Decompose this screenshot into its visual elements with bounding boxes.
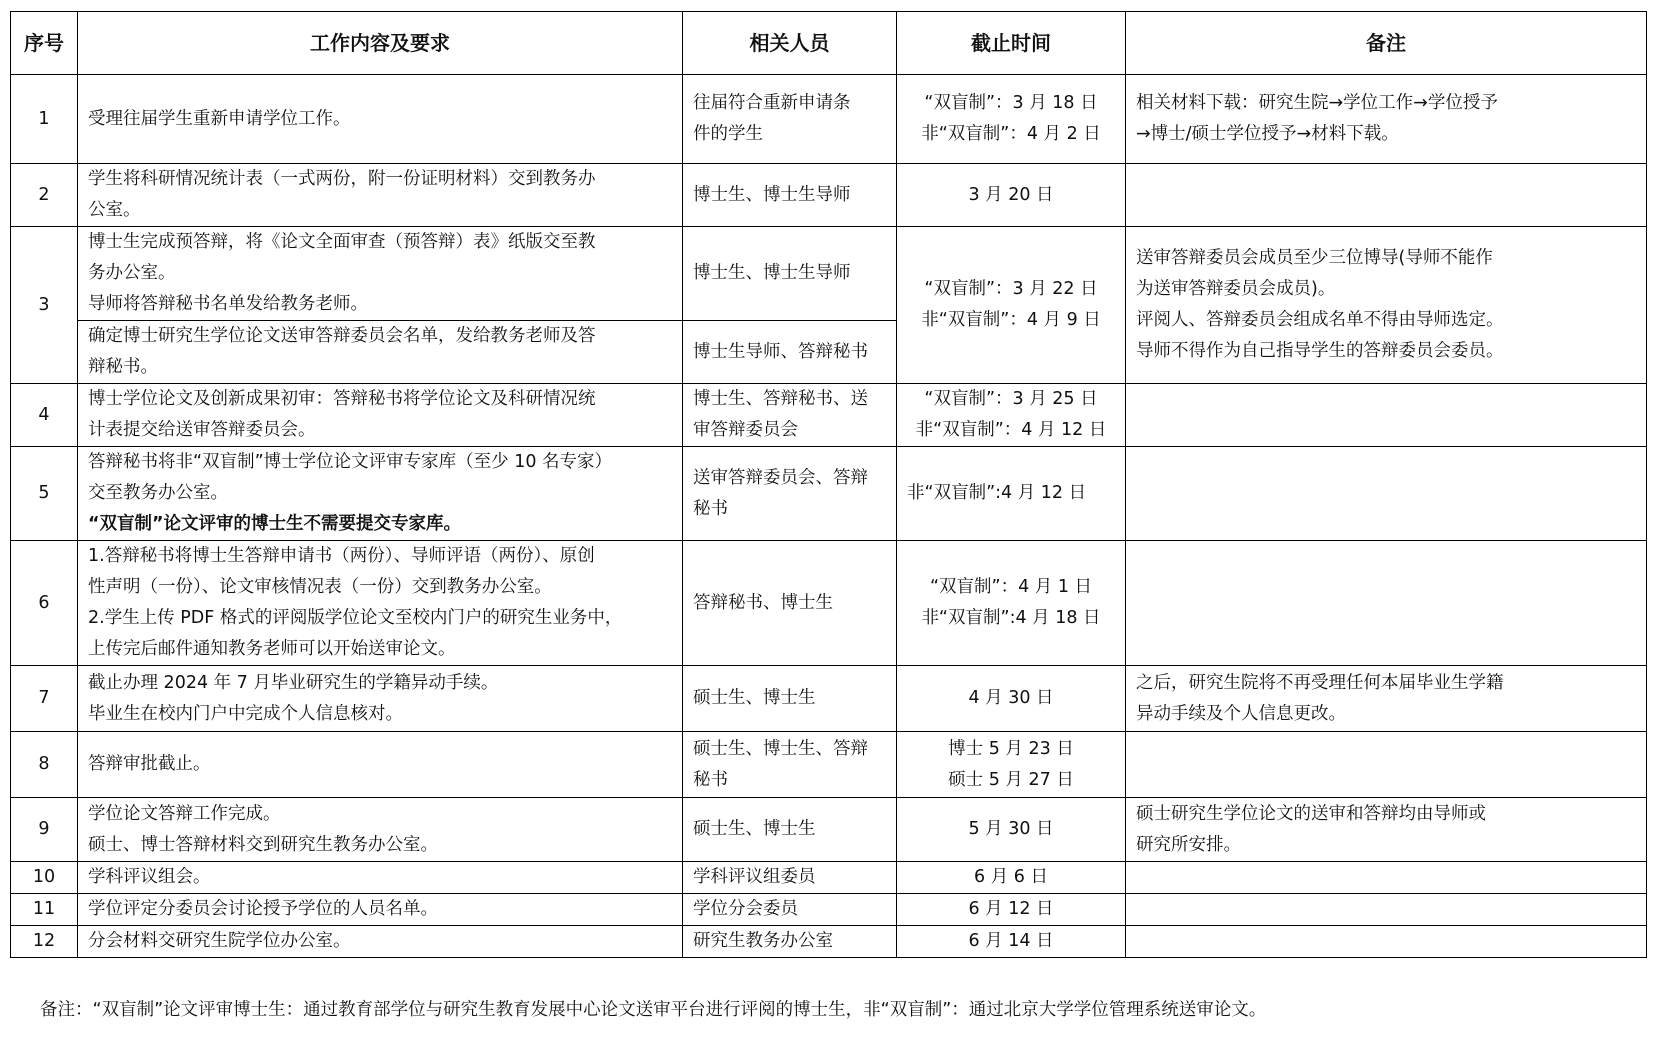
people-line: 送审答辩委员会、答辩 bbox=[693, 467, 868, 488]
row-people bbox=[683, 227, 897, 321]
row-remark bbox=[1126, 447, 1647, 541]
row-deadline bbox=[897, 164, 1126, 227]
remark-line: 评阅人、答辩委员会组成名单不得由导师选定。 bbox=[1136, 310, 1504, 330]
content-line: 确定博士研究生学位论文送审答辩委员会名单，发给教务老师及答 bbox=[88, 326, 596, 346]
content-line: 毕业生在校内门户中完成个人信息核对。 bbox=[88, 703, 403, 724]
row-deadline bbox=[897, 384, 1126, 447]
table-row bbox=[11, 666, 1647, 732]
header-no: 序号 bbox=[11, 12, 78, 75]
remark-line: 研究所安排。 bbox=[1136, 834, 1241, 855]
row-people bbox=[683, 862, 897, 894]
row-remark bbox=[1126, 894, 1647, 926]
deadline-line: “双盲制”：3 月 18 日 bbox=[924, 93, 1098, 113]
people-line: 审答辩委员会 bbox=[693, 420, 798, 440]
row-people bbox=[683, 384, 897, 447]
people-line: 硕士生、博士生、答辩 bbox=[693, 738, 868, 759]
table-row bbox=[11, 732, 1647, 798]
table-row bbox=[11, 798, 1647, 862]
content-line: 公室。 bbox=[88, 200, 141, 220]
content-line: 导师将答辩秘书名单发给教务老师。 bbox=[88, 294, 368, 314]
row-deadline bbox=[897, 541, 1126, 666]
content-line-bold: “双盲制”论文评审的博士生不需要提交专家库。 bbox=[88, 514, 462, 534]
people-line: 学位分会委员 bbox=[693, 899, 798, 919]
content-line: 分会材料交研究生院学位办公室。 bbox=[88, 931, 351, 951]
row-remark bbox=[1126, 384, 1647, 447]
deadline-line: 4 月 30 日 bbox=[968, 688, 1054, 708]
content-line: 交至教务办公室。 bbox=[88, 483, 228, 503]
row-content bbox=[78, 321, 683, 384]
content-line: 上传完后邮件通知教务老师可以开始送审论文。 bbox=[88, 639, 456, 659]
remark-line: 为送审答辩委员会成员)。 bbox=[1136, 279, 1336, 299]
row-content bbox=[78, 164, 683, 227]
row-content bbox=[78, 541, 683, 666]
header-content: 工作内容及要求 bbox=[78, 12, 683, 75]
deadline-line: “双盲制”：3 月 22 日 bbox=[924, 279, 1098, 299]
header-people: 相关人员 bbox=[683, 12, 897, 75]
deadline-line: 3 月 20 日 bbox=[968, 184, 1054, 205]
people-line: 博士生导师、答辩秘书 bbox=[693, 341, 868, 362]
content-line: 博士学位论文及创新成果初审：答辩秘书将学位论文及科研情况统 bbox=[88, 389, 596, 409]
remark-line: 送审答辩委员会成员至少三位博导(导师不能作 bbox=[1136, 248, 1493, 268]
footnote: 备注：“双盲制”论文评审博士生：通过教育部学位与研究生教育发展中心论文送审平台进行评阅的博士生，非“双盲制”：通过北京大学学位管理系统送审论文。 bbox=[40, 1000, 1267, 1020]
deadline-line: 5 月 30 日 bbox=[968, 819, 1054, 839]
row-people bbox=[683, 732, 897, 798]
content-line: 学位评定分委员会讨论授予学位的人员名单。 bbox=[88, 899, 438, 919]
people-line: 件的学生 bbox=[693, 124, 763, 144]
row-remark bbox=[1126, 541, 1647, 666]
row-people bbox=[683, 447, 897, 541]
row-deadline bbox=[897, 666, 1126, 732]
row-number: 4 bbox=[11, 384, 78, 447]
row-remark bbox=[1126, 926, 1647, 958]
row-content bbox=[78, 227, 683, 321]
people-line: 博士生、答辩秘书、送 bbox=[693, 389, 868, 409]
remark-line: 异动手续及个人信息更改。 bbox=[1136, 703, 1346, 724]
row-remark bbox=[1126, 164, 1647, 227]
table-row bbox=[11, 164, 1647, 227]
row-remark bbox=[1126, 666, 1647, 732]
deadline-line: 博士 5 月 23 日 bbox=[948, 738, 1074, 759]
content-line: 学生将科研情况统计表（一式两份，附一份证明材料）交到教务办 bbox=[88, 169, 596, 189]
row-deadline bbox=[897, 227, 1126, 384]
remark-line: 硕士研究生学位论文的送审和答辩均由导师或 bbox=[1136, 803, 1486, 824]
people-line: 硕士生、博士生 bbox=[693, 688, 816, 708]
row-people bbox=[683, 894, 897, 926]
row-number: 6 bbox=[11, 541, 78, 666]
people-line: 往届符合重新申请条 bbox=[693, 93, 851, 113]
table-header-row bbox=[11, 12, 1647, 75]
row-people bbox=[683, 798, 897, 862]
content-line: 性声明（一份）、论文审核情况表（一份）交到教务办公室。 bbox=[88, 577, 552, 597]
row-number: 7 bbox=[11, 666, 78, 732]
deadline-line: 非“双盲制”：4 月 12 日 bbox=[915, 420, 1107, 440]
people-line: 硕士生、博士生 bbox=[693, 819, 816, 839]
people-line: 秘书 bbox=[693, 769, 728, 790]
content-line: 答辩审批截止。 bbox=[88, 754, 211, 774]
row-deadline bbox=[897, 447, 1126, 541]
schedule-table bbox=[10, 11, 1647, 958]
deadline-line: “双盲制”：4 月 1 日 bbox=[929, 577, 1093, 597]
header-remark: 备注 bbox=[1126, 12, 1647, 75]
row-number: 8 bbox=[11, 732, 78, 798]
table-row bbox=[11, 227, 1647, 321]
row-number: 5 bbox=[11, 447, 78, 541]
row-people bbox=[683, 541, 897, 666]
content-line: 受理往届学生重新申请学位工作。 bbox=[88, 108, 351, 129]
table-row bbox=[11, 447, 1647, 541]
people-line: 秘书 bbox=[693, 498, 728, 519]
deadline-line: 6 月 12 日 bbox=[968, 899, 1054, 919]
table-row bbox=[11, 384, 1647, 447]
row-number: 3 bbox=[11, 227, 78, 384]
content-line: 答辩秘书将非“双盲制”博士学位论文评审专家库（至少 10 名专家） bbox=[88, 452, 613, 472]
row-content bbox=[78, 666, 683, 732]
content-line: 博士生完成预答辩，将《论文全面审查（预答辩）表》纸版交至教 bbox=[88, 232, 596, 252]
deadline-line: 6 月 14 日 bbox=[968, 931, 1054, 951]
deadline-line: 非“双盲制”：4 月 2 日 bbox=[921, 124, 1101, 144]
row-content bbox=[78, 447, 683, 541]
people-line: 学科评议组委员 bbox=[693, 867, 816, 887]
row-deadline bbox=[897, 862, 1126, 894]
people-line: 答辩秘书、博士生 bbox=[693, 592, 833, 613]
row-content bbox=[78, 75, 683, 164]
content-line: 1.答辩秘书将博士生答辩申请书（两份）、导师评语（两份）、原创 bbox=[88, 546, 595, 566]
row-deadline bbox=[897, 798, 1126, 862]
row-number: 2 bbox=[11, 164, 78, 227]
table-row bbox=[11, 862, 1647, 894]
row-number: 9 bbox=[11, 798, 78, 862]
row-people bbox=[683, 926, 897, 958]
row-number: 12 bbox=[11, 926, 78, 958]
table-row bbox=[11, 894, 1647, 926]
schedule-table-wrapper bbox=[10, 11, 1646, 958]
row-remark bbox=[1126, 732, 1647, 798]
row-number: 10 bbox=[11, 862, 78, 894]
row-remark bbox=[1126, 75, 1647, 164]
content-line: 计表提交给送审答辩委员会。 bbox=[88, 420, 316, 440]
row-content bbox=[78, 894, 683, 926]
people-line: 博士生、博士生导师 bbox=[693, 184, 851, 205]
row-content bbox=[78, 926, 683, 958]
row-deadline bbox=[897, 894, 1126, 926]
row-people bbox=[683, 321, 897, 384]
deadline-line: 非“双盲制”：4 月 9 日 bbox=[921, 310, 1101, 330]
row-content bbox=[78, 798, 683, 862]
content-line: 学位论文答辩工作完成。 bbox=[88, 803, 281, 824]
content-line: 硕士、博士答辩材料交到研究生教务办公室。 bbox=[88, 834, 438, 855]
deadline-line: 6 月 6 日 bbox=[974, 867, 1048, 887]
row-people bbox=[683, 666, 897, 732]
deadline-line: “双盲制”：3 月 25 日 bbox=[924, 389, 1098, 409]
row-number: 11 bbox=[11, 894, 78, 926]
content-line: 学科评议组会。 bbox=[88, 867, 211, 887]
table-row bbox=[11, 926, 1647, 958]
row-remark bbox=[1126, 227, 1647, 384]
content-line: 务办公室。 bbox=[88, 263, 176, 283]
content-line: 2.学生上传 PDF 格式的评阅版学位论文至校内门户的研究生业务中， bbox=[88, 608, 623, 628]
remark-line: 之后，研究生院将不再受理任何本届毕业生学籍 bbox=[1136, 672, 1504, 693]
row-people bbox=[683, 75, 897, 164]
row-deadline bbox=[897, 75, 1126, 164]
remark-line: 导师不得作为自己指导学生的答辩委员会委员。 bbox=[1136, 341, 1504, 361]
row-content bbox=[78, 732, 683, 798]
table-row bbox=[11, 75, 1647, 164]
row-content bbox=[78, 384, 683, 447]
remark-line: 相关材料下载：研究生院→学位工作→学位授予 bbox=[1136, 93, 1498, 113]
deadline-line: 硕士 5 月 27 日 bbox=[948, 769, 1074, 790]
people-line: 博士生、博士生导师 bbox=[693, 263, 851, 283]
remark-line: →博士/硕士学位授予→材料下载。 bbox=[1136, 124, 1399, 144]
row-people bbox=[683, 164, 897, 227]
people-line: 研究生教务办公室 bbox=[693, 931, 833, 951]
content-line: 截止办理 2024 年 7 月毕业研究生的学籍异动手续。 bbox=[88, 672, 499, 693]
deadline-line: 非“双盲制”:4 月 18 日 bbox=[921, 608, 1101, 628]
content-line: 辩秘书。 bbox=[88, 357, 158, 377]
row-remark bbox=[1126, 862, 1647, 894]
row-number: 1 bbox=[11, 75, 78, 164]
row-deadline bbox=[897, 926, 1126, 958]
deadline-line: 非“双盲制”:4 月 12 日 bbox=[907, 483, 1087, 503]
row-remark bbox=[1126, 798, 1647, 862]
row-deadline bbox=[897, 732, 1126, 798]
row-content bbox=[78, 862, 683, 894]
table-row bbox=[11, 541, 1647, 666]
header-deadline: 截止时间 bbox=[897, 12, 1126, 75]
